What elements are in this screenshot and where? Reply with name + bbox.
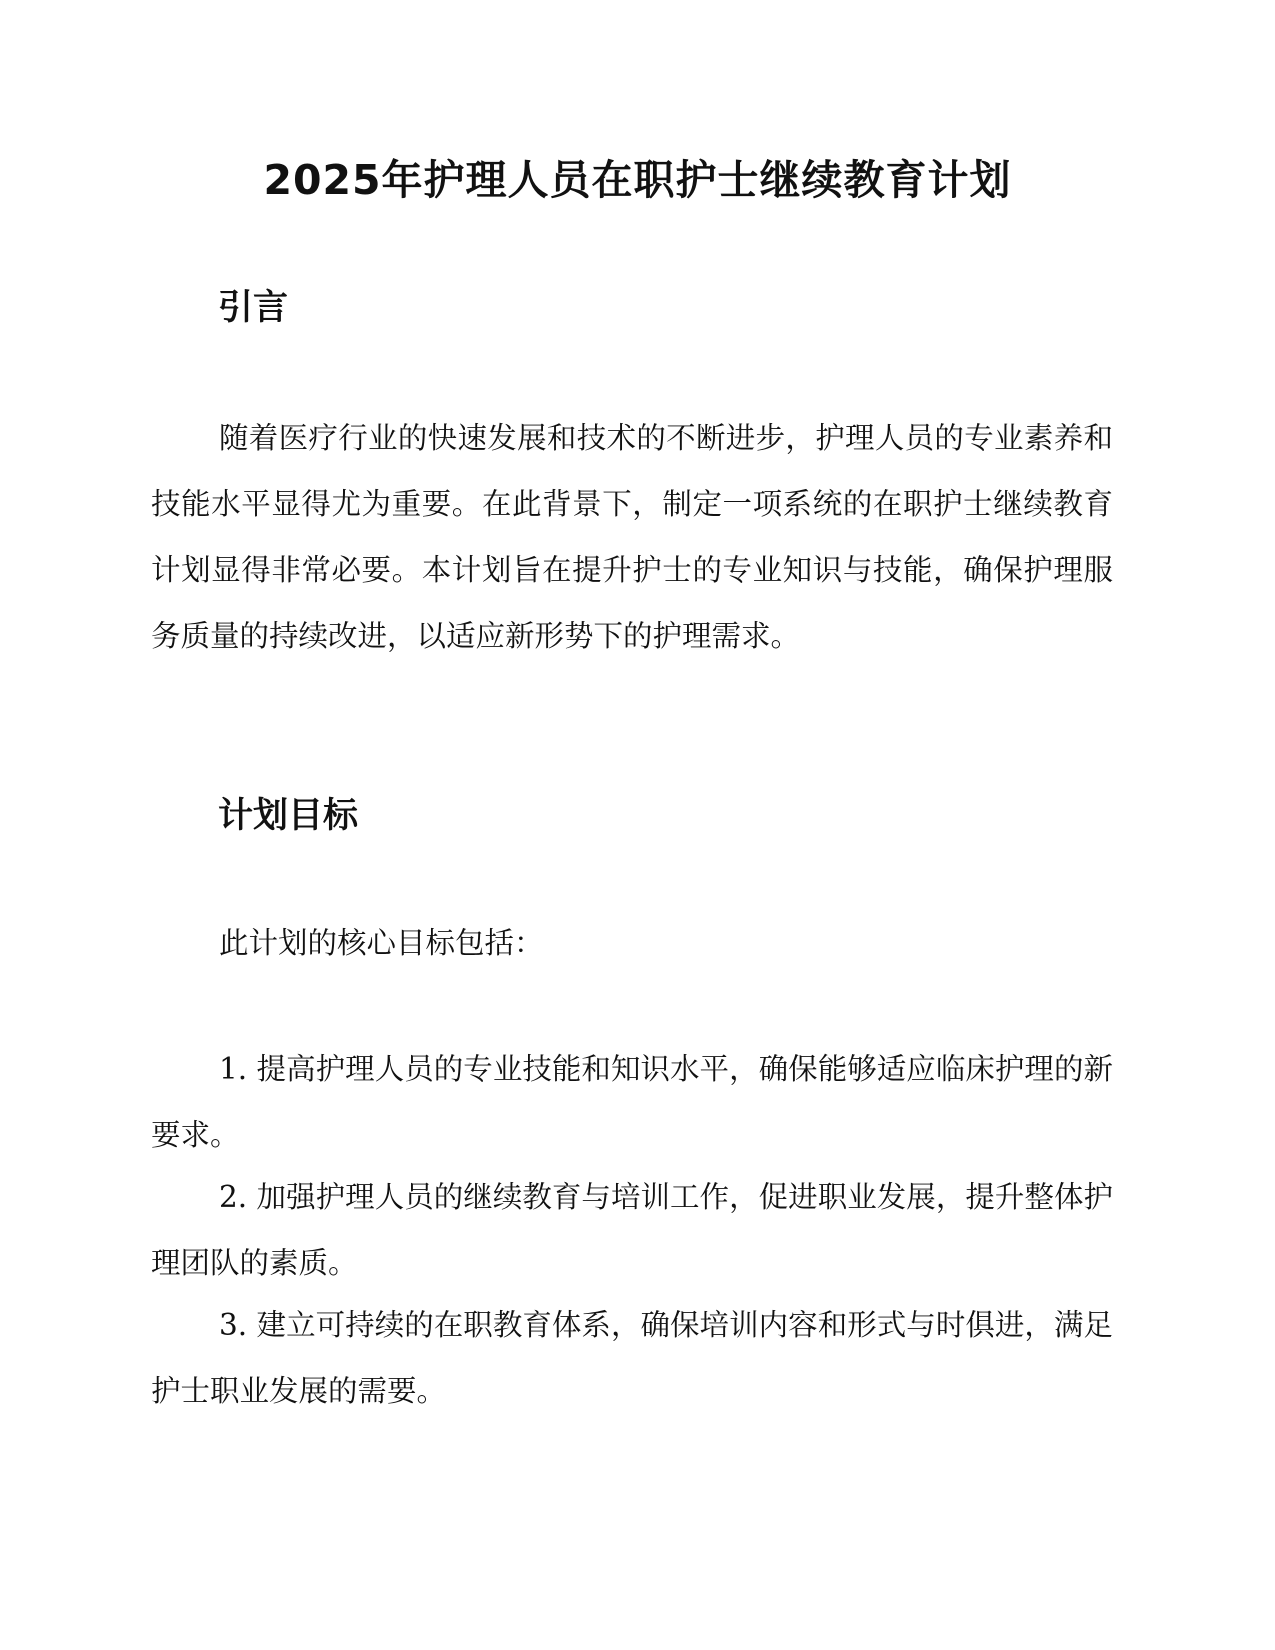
goal-item-1: 1. 提高护理人员的专业技能和知识水平，确保能够适应临床护理的新要求。 [151,1052,1113,1152]
introduction-paragraph: 随着医疗行业的快速发展和技术的不断进步，护理人员的专业素养和技能水平显得尤为重要。在此背景下，制定一项系统的在职护士继续教育计划显得非常必要。本计划旨在提升护士的专业知识与技能，确保护理服务质量的持续改进，以适应新形势下的护理需求。 [151,421,1113,653]
section-heading-introduction: 引言 [218,288,289,328]
section-heading-goals: 计划目标 [218,796,359,836]
document-title: 2025年护理人员在职护士继续教育计划 [263,156,1012,204]
goal-item-2: 2. 加强护理人员的继续教育与培训工作，促进职业发展，提升整体护理团队的素质。 [151,1180,1113,1280]
goal-item-3: 3. 建立可持续的在职教育体系，确保培训内容和形式与时俱进，满足护士职业发展的需要。 [151,1308,1113,1408]
goals-lead-text: 此计划的核心目标包括： [219,926,544,960]
